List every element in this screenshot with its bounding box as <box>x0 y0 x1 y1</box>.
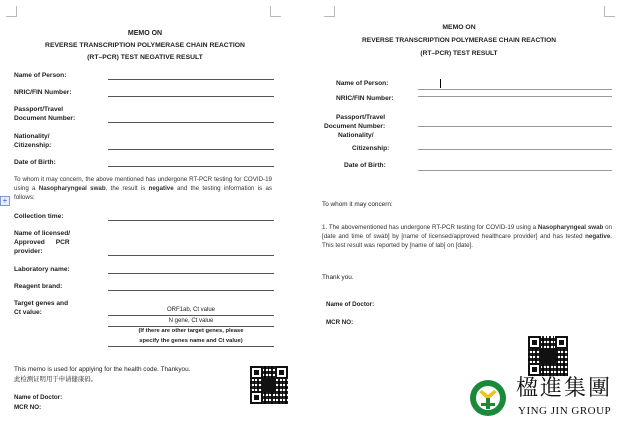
logo-name-chinese: 楹進集團 <box>516 376 613 401</box>
field-line-provider[interactable] <box>108 255 274 256</box>
ct-line-1[interactable] <box>108 315 274 316</box>
field-line-collection-time[interactable] <box>108 220 274 221</box>
field-label-provider-2: Approved PCR <box>14 239 70 246</box>
memo-title-line-3: (RT–PCR) TEST RESULT <box>420 50 498 57</box>
qr-code-right <box>528 336 568 376</box>
left-document-page <box>0 0 300 430</box>
memo-title-line-1: MEMO ON <box>442 24 476 31</box>
field-label-passport-2: Document Number: <box>324 123 386 130</box>
crop-mark-top-left <box>324 6 335 17</box>
crop-mark-top-right <box>604 6 615 17</box>
company-logo <box>468 374 618 424</box>
field-label-name: Name of Person: <box>14 72 67 79</box>
text-cursor <box>440 79 441 88</box>
field-label-nric: NRIC/FIN Number: <box>336 95 394 102</box>
field-line-name[interactable] <box>108 79 274 80</box>
field-line-passport[interactable] <box>108 122 274 123</box>
doctor-label-left: Name of Doctor: <box>14 394 63 401</box>
intro-paragraph: To whom it may concern, the above mentioned has undergone RT-PCR testing for COVID-19 using a Nasopharyngeal swab, the result is negative and the testing information is as follows: <box>14 176 272 201</box>
memo-title-line-1: MEMO ON <box>127 30 163 37</box>
field-line-nationality[interactable] <box>418 149 612 150</box>
memo-title-line-2: REVERSE TRANSCRIPTION POLYMERASE CHAIN REACTION <box>45 42 245 49</box>
field-label-nationality: Nationality/ <box>338 132 374 139</box>
field-label-provider-3: provider: <box>14 248 43 255</box>
field-label-name: Name of Person: <box>336 80 389 87</box>
ct-line-2[interactable] <box>108 326 274 327</box>
crop-mark-top-right <box>270 6 281 17</box>
field-label-nric: NRIC/FIN Number: <box>14 89 72 96</box>
field-label-laboratory: Laboratory name: <box>14 266 70 273</box>
right-document-page <box>312 0 626 430</box>
greeting: To whom it may concern: <box>322 201 393 208</box>
thanks: Thank you. <box>322 274 354 281</box>
logo-name-english: YING JIN GROUP <box>518 405 612 417</box>
field-label-target-genes-2: Ct value: <box>14 309 42 316</box>
field-label-passport: Passport/Travel <box>14 106 64 113</box>
field-label-nationality-2: Citizenship: <box>14 142 52 149</box>
field-line-reagent[interactable] <box>108 290 274 291</box>
field-label-passport-2: Document Number: <box>14 115 76 122</box>
mcr-label-right: MCR NO: <box>326 319 354 326</box>
ct-value-orf1ab: ORF1ab, Ct value <box>166 307 216 313</box>
qr-code-left <box>250 366 288 404</box>
field-label-target-genes: Target genes and <box>14 300 69 307</box>
field-line-passport[interactable] <box>418 126 612 127</box>
field-label-nationality-2: Citizenship: <box>352 145 390 152</box>
field-label-dob: Date of Birth: <box>14 159 56 166</box>
field-label-passport: Passport/Travel <box>336 114 386 121</box>
doctor-label-right: Name of Doctor: <box>326 301 375 308</box>
table-move-handle-icon[interactable]: + <box>0 196 10 206</box>
mcr-label-left: MCR NO: <box>14 404 42 411</box>
field-line-nationality[interactable] <box>108 149 274 150</box>
field-label-provider: Name of licensed/ <box>14 230 71 237</box>
ct-note-line-2: specify the genes name and Ct value) <box>139 338 243 344</box>
memo-title-line-3: (RT–PCR) TEST NEGATIVE RESULT <box>87 54 203 61</box>
field-label-nationality: Nationality/ <box>14 133 50 140</box>
ct-value-n-gene: N gene, Ct value <box>168 318 214 324</box>
field-line-laboratory[interactable] <box>108 273 274 274</box>
field-line-name[interactable] <box>418 89 612 90</box>
ying-jin-emblem-icon <box>468 378 508 418</box>
field-line-dob[interactable] <box>108 166 274 167</box>
field-label-reagent: Reagent brand: <box>14 283 63 290</box>
field-label-dob: Date of Birth: <box>344 162 386 169</box>
memo-title-line-2: REVERSE TRANSCRIPTION POLYMERASE CHAIN REACTION <box>362 37 556 44</box>
result-paragraph: 1. The abovementioned has undergone RT-PCR testing for COVID-19 using a Nasopharyngeal swab on [date and time of swab] by [name of licensed/approved healthcare provider] and has tested negative. This test result was reported by [name of lab] on [date]. <box>322 224 612 249</box>
field-line-dob[interactable] <box>418 170 612 171</box>
footer-note: This memo is used for applying for the health code. Thankyou. <box>14 366 191 373</box>
ct-note-line-1: (If there are other target genes, please <box>138 328 244 334</box>
field-line-nric[interactable] <box>418 96 612 97</box>
ct-line-3[interactable] <box>108 346 274 347</box>
field-label-collection-time: Collection time: <box>14 213 64 220</box>
field-line-nric[interactable] <box>108 96 274 97</box>
footer-note-chinese: 此检测证明用于申请健康码。 <box>14 376 98 383</box>
crop-mark-top-left <box>6 6 17 17</box>
